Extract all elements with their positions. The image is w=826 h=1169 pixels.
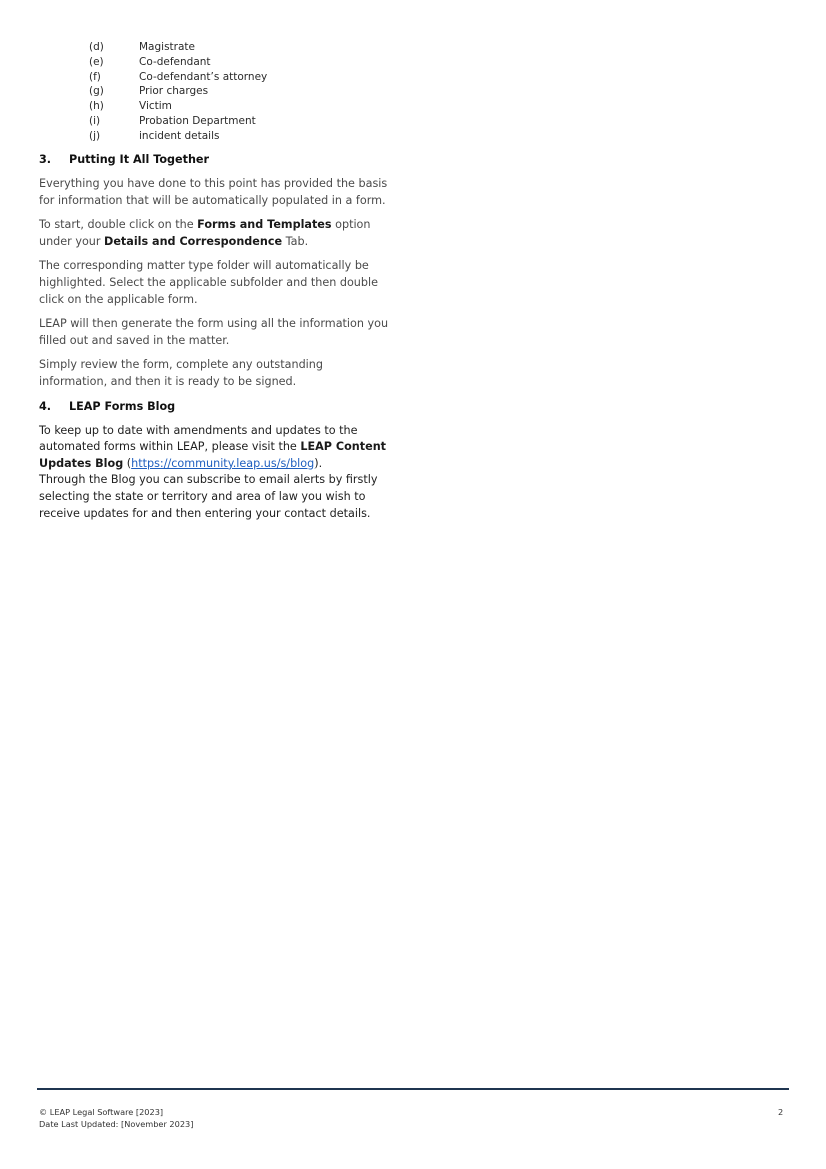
section-heading-forms-blog: [39, 399, 391, 415]
list-item: [89, 55, 409, 70]
list-item-text: incident details: [139, 129, 220, 142]
blog-name-term: LEAP Content Updates Blog: [39, 440, 387, 470]
list-item-text: Probation Department: [139, 114, 256, 127]
paragraph: Through the Blog you can subscribe to email alerts by firstly selecting the state or territory and area of law you wish to receive updates for and then entering your contact details.: [39, 473, 378, 520]
section-number: 4.: [39, 399, 52, 413]
list-item-text: Co-defendant: [139, 55, 211, 68]
paragraph: The corresponding matter type folder will automatically be highlighted. Select the applicable subfolder and then double click on the applicable form.: [39, 259, 378, 306]
list-item: [89, 84, 409, 99]
list-item: [89, 129, 409, 144]
section-title: LEAP Forms Blog: [69, 399, 176, 413]
paragraph: LEAP will then generate the form using all the information you filled out and saved in the matter.: [39, 317, 389, 347]
text-run: option under your: [39, 218, 371, 248]
list-item: [89, 99, 409, 114]
copyright-text: © LEAP Legal Software [2023]: [39, 1107, 164, 1117]
list-item-text: Victim: [139, 100, 172, 113]
participant-list: [89, 40, 409, 144]
list-marker: (i): [89, 114, 101, 127]
paragraph: [39, 423, 391, 473]
section-heading-putting-together: [39, 152, 391, 168]
list-item-text: Prior charges: [139, 85, 209, 98]
footer-divider: [37, 1088, 789, 1090]
section-number: 3.: [39, 153, 52, 166]
list-marker: (h): [89, 100, 104, 113]
text-run: To keep up to date with amendments and updates to the automated forms within LEAP, please visit the: [39, 423, 358, 454]
last-updated-text: Date Last Updated: [November 2023]: [39, 1119, 194, 1129]
page-number: 2: [778, 1107, 784, 1117]
list-marker: (j): [89, 129, 101, 142]
details-correspondence-term: Details and Correspondence: [104, 234, 283, 248]
text-run: To start, double click on the: [39, 218, 198, 232]
forms-and-templates-term: Forms and Templates: [197, 218, 332, 232]
text-run: Tab.: [282, 234, 309, 248]
paragraph: [39, 217, 391, 250]
list-item-text: Magistrate: [139, 41, 195, 53]
footer-info: [39, 1106, 193, 1130]
list-marker: (d): [89, 41, 104, 53]
list-marker: (g): [89, 85, 104, 98]
blog-link[interactable]: https://community.leap.us/s/blog: [131, 456, 315, 470]
content-column: [39, 152, 391, 530]
list-item-text: Co-defendant’s attorney: [139, 70, 268, 83]
list-item: [89, 70, 409, 85]
text-run: ).: [314, 456, 323, 470]
list-item: [89, 40, 409, 55]
paragraph: Everything you have done to this point has provided the basis for information that will be automatically populated in a form.: [39, 177, 388, 207]
paragraph: Simply review the form, complete any outstanding information, and then it is ready to be signed.: [39, 358, 323, 388]
list-item: [89, 114, 409, 129]
text-run: (: [123, 456, 132, 470]
section-title: Putting It All Together: [69, 153, 210, 166]
list-marker: (f): [89, 70, 101, 83]
list-marker: (e): [89, 55, 104, 68]
